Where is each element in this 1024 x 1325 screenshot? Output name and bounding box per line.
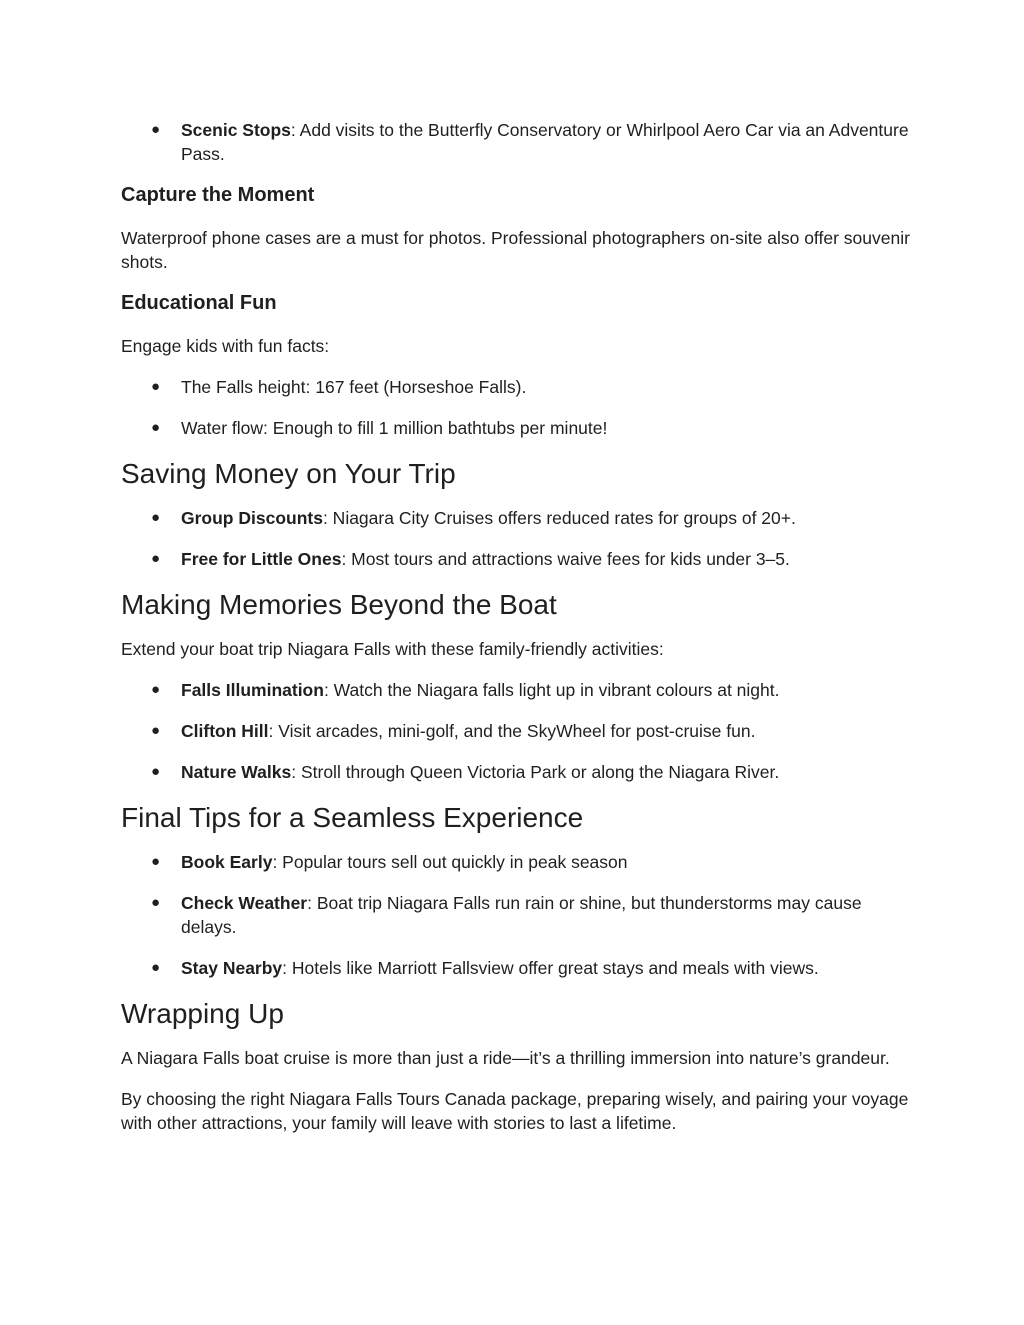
item-text: : Stroll through Queen Victoria Park or along the Niagara River. [291, 762, 780, 782]
item-text: : Niagara City Cruises offers reduced rates for groups of 20+. [322, 508, 796, 528]
item-text: : Popular tours sell out quickly in peak season [272, 852, 628, 872]
item-text: Water flow: Enough to fill 1 million bathtubs per minute! [181, 418, 608, 438]
section-heading-capture: Capture the Moment [121, 184, 315, 206]
item-bold-label: Check Weather [181, 893, 308, 913]
list-item [121, 719, 911, 743]
memories-intro: Extend your boat trip Niagara Falls with these family-friendly activities: [121, 639, 664, 659]
bullet-icon: ● [151, 722, 161, 739]
item-text: : Hotels like Marriott Fallsview offer great stays and meals with views. [282, 958, 819, 978]
bullet-icon: ● [151, 959, 161, 976]
item-bold-label: Book Early [181, 852, 273, 872]
section-heading-memories: Making Memories Beyond the Boat [121, 589, 557, 620]
section-heading-wrapping: Wrapping Up [121, 998, 284, 1029]
tips-list [121, 850, 911, 980]
saving-list [121, 506, 911, 571]
bullet-icon: ● [151, 550, 161, 567]
bullet-icon: ● [151, 121, 161, 138]
item-text: : Add visits to the Butterfly Conservatory or Whirlpool Aero Car via an Adventure Pass. [181, 120, 909, 164]
bullet-icon: ● [151, 378, 161, 395]
bullet-icon: ● [151, 509, 161, 526]
educational-intro: Engage kids with fun facts: [121, 336, 330, 356]
list-item [121, 118, 911, 166]
item-text: : Most tours and attractions waive fees for kids under 3–5. [341, 549, 790, 569]
item-text: : Boat trip Niagara Falls run rain or shine, but thunderstorms may cause delays. [181, 893, 862, 937]
list-item [121, 547, 911, 571]
item-bold-label: Nature Walks [181, 762, 292, 782]
list-item [121, 850, 911, 874]
item-text: The Falls height: 167 feet (Horseshoe Falls). [181, 377, 527, 397]
item-bold-label: Scenic Stops [181, 120, 291, 140]
educational-list [121, 375, 911, 440]
list-item [121, 375, 911, 399]
item-bold-label: Stay Nearby [181, 958, 283, 978]
list-item [121, 506, 911, 530]
scenic-list [121, 118, 911, 166]
list-item [121, 760, 911, 784]
bullet-icon: ● [151, 419, 161, 436]
list-item [121, 678, 911, 702]
wrapping-paragraph: By choosing the right Niagara Falls Tours Canada package, preparing wisely, and pairing your voyage with other attractions, your family will leave with stories to last a lifetime. [121, 1089, 909, 1133]
document-page [121, 118, 911, 1152]
wrapping-paragraph: A Niagara Falls boat cruise is more than just a ride—it’s a thrilling immersion into nature’s grandeur. [121, 1048, 890, 1068]
capture-paragraph: Waterproof phone cases are a must for photos. Professional photographers on-site also offer souvenir shots. [121, 228, 910, 272]
section-heading-saving: Saving Money on Your Trip [121, 458, 456, 489]
item-text: : Watch the Niagara falls light up in vibrant colours at night. [323, 680, 780, 700]
bullet-icon: ● [151, 853, 161, 870]
list-item [121, 956, 911, 980]
item-bold-label: Clifton Hill [181, 721, 269, 741]
bullet-icon: ● [151, 894, 161, 911]
item-text: : Visit arcades, mini-golf, and the SkyWheel for post-cruise fun. [268, 721, 756, 741]
section-heading-tips: Final Tips for a Seamless Experience [121, 802, 584, 833]
section-heading-educational: Educational Fun [121, 292, 277, 314]
bullet-icon: ● [151, 763, 161, 780]
bullet-icon: ● [151, 681, 161, 698]
memories-list [121, 678, 911, 784]
list-item [121, 416, 911, 440]
list-item [121, 891, 911, 939]
item-bold-label: Group Discounts [181, 508, 323, 528]
item-bold-label: Falls Illumination [181, 680, 324, 700]
item-bold-label: Free for Little Ones [181, 549, 342, 569]
